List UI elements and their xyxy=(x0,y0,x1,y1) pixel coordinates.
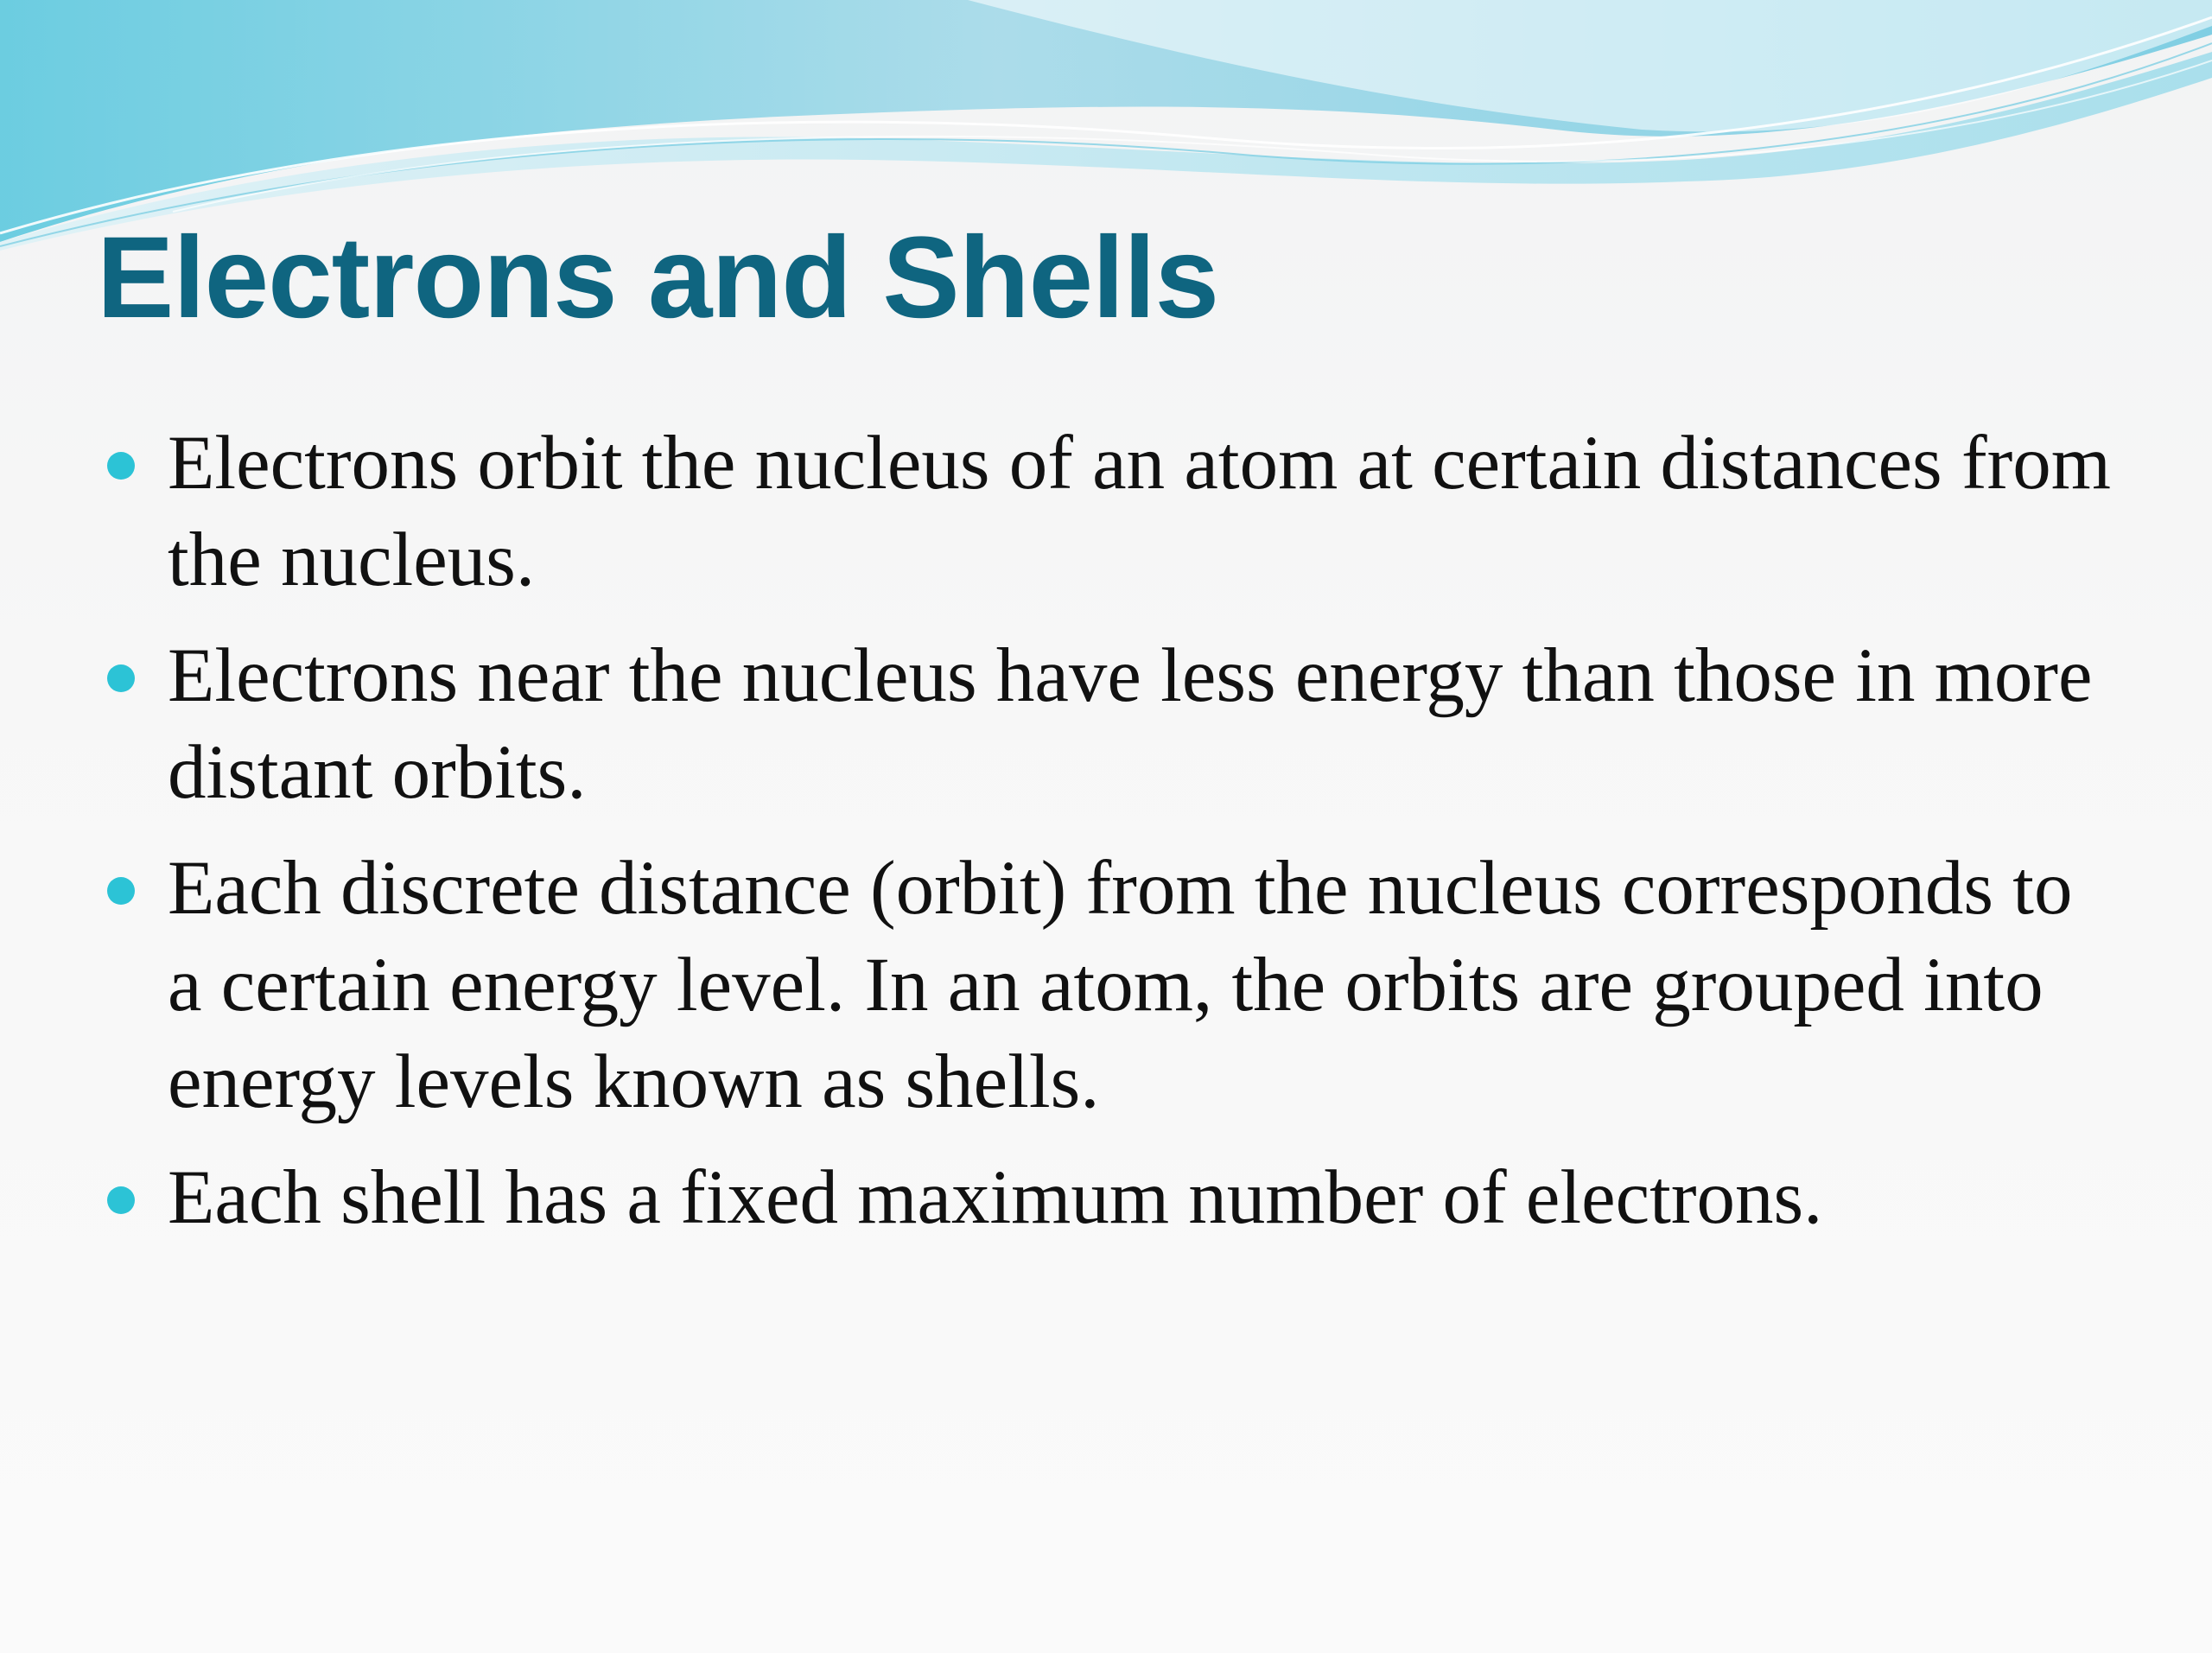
list-item xyxy=(102,415,2115,608)
bullet-text: Electrons orbit the nucleus of an atom at certain distances from the nucleus. xyxy=(168,421,2111,602)
slide-title: Electrons and Shells xyxy=(97,213,1219,342)
bullet-text: Each shell has a fixed maximum number of electrons. xyxy=(168,1155,1823,1240)
bullet-dot-icon xyxy=(107,877,135,905)
list-item xyxy=(102,1149,2115,1246)
list-item xyxy=(102,627,2115,821)
list-item xyxy=(102,840,2115,1130)
bullet-dot-icon xyxy=(107,452,135,480)
bullet-text: Electrons near the nucleus have less energy than those in more distant orbits. xyxy=(168,633,2093,815)
bullet-list xyxy=(102,415,2115,1265)
bullet-dot-icon xyxy=(107,1186,135,1214)
bullet-text: Each discrete distance (orbit) from the nucleus corresponds to a certain energy level. In an atom, the orbits are grouped into energy levels known as shells. xyxy=(168,846,2073,1124)
bullet-dot-icon xyxy=(107,664,135,692)
